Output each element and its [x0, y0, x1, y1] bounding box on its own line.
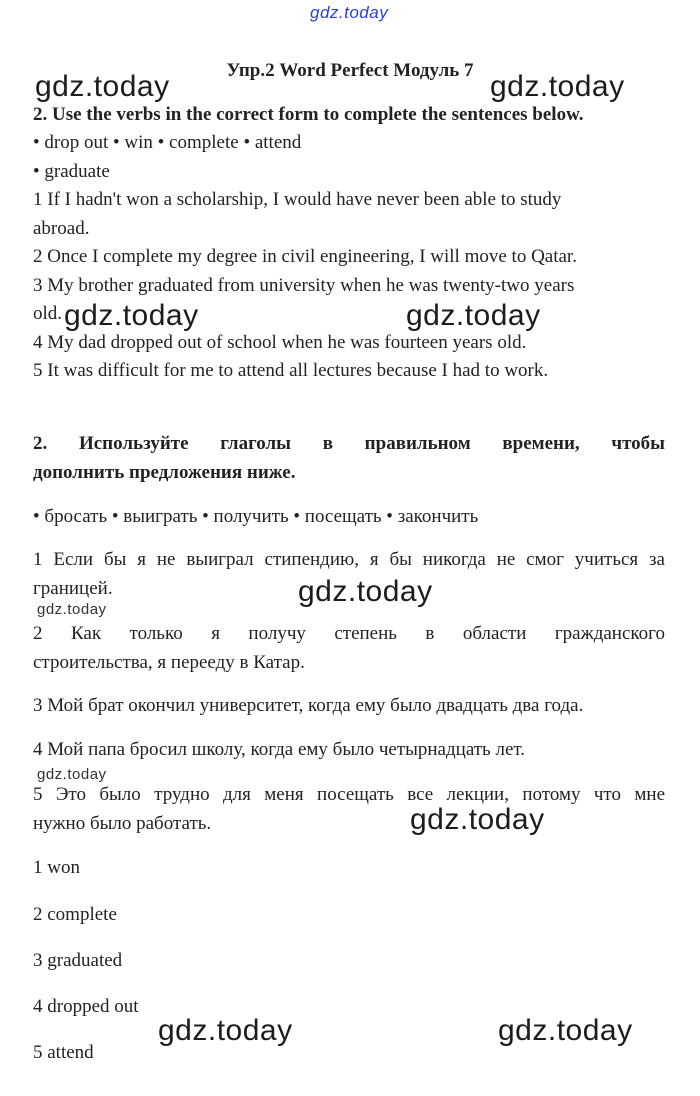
page-title: Упр.2 Word Perfect Модуль 7: [226, 60, 474, 81]
watermark-2: gdz.today: [490, 70, 625, 103]
answer-2: 2 complete: [33, 904, 117, 925]
russian-sentence-3: 3 Мой брат окончил университет, когда ему было двадцать два года.: [33, 695, 584, 716]
russian-sentence-1a: 1 Если бы я не выиграл стипендию, я бы никогда не смог учиться за: [33, 549, 665, 570]
watermark-3: gdz.today: [64, 299, 199, 332]
russian-verbs: • бросать • выиграть • получить • посещать • закончить: [33, 506, 479, 527]
watermark-8: gdz.today: [498, 1014, 633, 1047]
russian-sentence-4: 4 Мой папа бросил школу, когда ему было четырнадцать лет.: [33, 739, 526, 760]
answer-1: 1 won: [33, 857, 80, 878]
russian-instruction-a: 2. Используйте глаголы в правильном времени, чтобы: [33, 433, 665, 454]
russian-sentence-1b: границей.: [33, 578, 113, 599]
english-sentence-1a: 1 If I hadn't won a scholarship, I would have never been able to study: [33, 189, 562, 210]
answer-5: 5 attend: [33, 1042, 94, 1063]
watermark-top: gdz.today: [310, 3, 389, 22]
english-sentence-2: 2 Once I complete my degree in civil engineering, I will move to Qatar.: [33, 246, 577, 267]
answer-3: 3 graduated: [33, 950, 123, 971]
english-sentence-3a: 3 My brother graduated from university when he was twenty-two years: [33, 275, 575, 296]
english-sentence-4: 4 My dad dropped out of school when he was fourteen years old.: [33, 332, 527, 353]
english-sentence-1b: abroad.: [33, 218, 90, 239]
english-verbs-line1: • drop out • win • complete • attend: [33, 132, 302, 153]
english-verbs-line2: • graduate: [33, 161, 110, 182]
english-sentence-5: 5 It was difficult for me to attend all lectures because I had to work.: [33, 360, 549, 381]
english-sentence-3b: old.: [33, 303, 63, 324]
russian-sentence-2b: строительства, я перееду в Катар.: [33, 652, 305, 673]
watermark-7: gdz.today: [158, 1014, 293, 1047]
watermark-6: gdz.today: [410, 803, 545, 836]
english-instruction: 2. Use the verbs in the correct form to complete the sentences below.: [33, 104, 584, 125]
russian-instruction-b: дополнить предложения ниже.: [33, 462, 296, 483]
watermark-4: gdz.today: [406, 299, 541, 332]
answer-4: 4 dropped out: [33, 996, 139, 1017]
watermark-small-1: gdz.today: [37, 601, 107, 618]
russian-sentence-5b: нужно было работать.: [33, 813, 212, 834]
russian-sentence-5a: 5 Это было трудно для меня посещать все лекции, потому что мне: [33, 784, 665, 805]
watermark-1: gdz.today: [35, 70, 170, 103]
russian-sentence-2a: 2 Как только я получу степень в области гражданского: [33, 623, 665, 644]
watermark-small-2: gdz.today: [37, 766, 107, 783]
watermark-5: gdz.today: [298, 575, 433, 608]
